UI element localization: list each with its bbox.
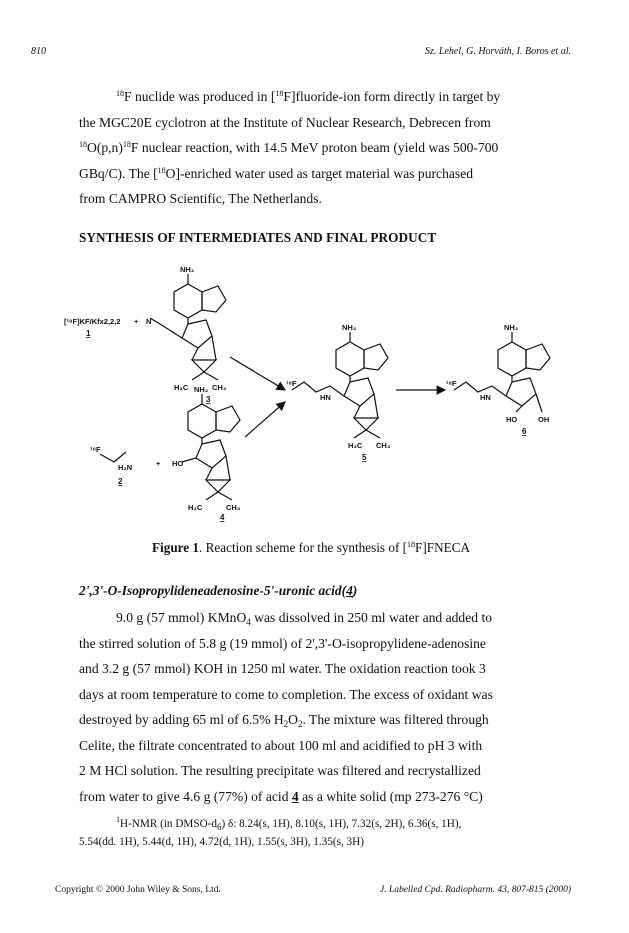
nh2-label-4: NH₂: [194, 385, 209, 394]
label-6: 6: [522, 427, 527, 436]
n-label: N: [146, 317, 152, 326]
nh2-label-6: NH₂: [504, 323, 519, 332]
plus-2: +: [156, 459, 161, 468]
figure-caption: Figure 1. Reaction scheme for the synthesis of [$^{18}$F]FNECA: [152, 540, 470, 555]
oh-label-6: OH: [538, 415, 550, 424]
reagent-1: [¹⁸F]KF/Kfx2,2,2: [64, 317, 121, 326]
label-1: 1: [86, 329, 91, 338]
subsection-title: 2',3'-O-Isopropylideneadenosine-5'-uronic acid(4): [79, 583, 358, 598]
arrow-4-to-5: [245, 402, 285, 437]
h2n-label-2: H₂N: [118, 463, 133, 472]
h3c-label-3: H₃C: [174, 383, 189, 392]
label-4: 4: [220, 513, 225, 522]
nmr-data: $^1$H-NMR (in DMSO-$d_6$) δ: 8.24(s, 1H), 8.10(s, 1H), 7.32(s, 2H), 6.36(s, 1H), 5.54(dd. 1H), 5.44(d, 1H), 4.72(d, 1H), 1.55(s, 3H), 1.35(s, 3H): [79, 815, 462, 848]
procedure-paragraph: 9.0 g (57 mmol) KMnO$_4$ was dissolved in 250 ml water and added to the stirred solution of 5.8 g (19 mmol) of 2',3'-O-isopropylidene-adenosine and 3.2 g (57 mmol) KOH in 1250 ml water. The oxidation reaction took 3 days at room temperature to come to completion. The excess of oxidant was destroyed by adding 65 ml of 6.5% $H_2O_2$. The mixture was filtered through Celite, the filtrate concentrated to about 100 ml and acidified to pH 3 with 2 M HCl solution. The resulting precipitate was filtered and recrystallized from water to give 4.6 g (77%) of acid 4 as a white solid (mp 273-276 °C): [79, 610, 493, 804]
journal-citation-footer: J. Labelled Cpd. Radiopharm. 43, 807-815 (2000): [379, 885, 571, 895]
arrow-3-to-5: [230, 357, 285, 390]
compound-5-structure: [292, 332, 388, 438]
nh2-label-3: NH₂: [180, 265, 195, 274]
ch3-label-5: CH₃: [376, 441, 391, 450]
reaction-scheme-figure: [60, 262, 580, 522]
nh2-label-5: NH₂: [342, 323, 357, 332]
hn-label-5: HN: [320, 393, 331, 402]
ho-label-6: HO: [506, 415, 518, 424]
h3c-label-4: H₃C: [188, 503, 203, 512]
copyright-footer: Copyright © 2000 John Wiley & Sons, Ltd.: [55, 885, 221, 895]
ho-label-4: HO: [172, 459, 184, 468]
section-heading: SYNTHESIS OF INTERMEDIATES AND FINAL PRODUCT: [79, 230, 437, 245]
label-3: 3: [206, 395, 211, 404]
ch3-label-3: CH₃: [212, 383, 227, 392]
compound-4-structure: [182, 394, 240, 500]
ch3-label-4: CH₃: [226, 503, 241, 512]
f18-label-6: ¹⁸F: [446, 379, 457, 388]
intro-paragraph: $^{18}$F nuclide was produced in [$^{18}$F]fluoride-ion form directly in target by the MGC20E cyclotron at the Institute of Nuclear Research, Debrecen from $^{18}O(p,n)^{18}F$ nuclear reaction, with 14.5 MeV proton beam (yield was 500-700 GBq/C). The [$^{18}$O]-enriched water used as target material was purchased from CAMPRO Scientific, The Netherlands.: [79, 89, 501, 206]
page-number: 810: [31, 46, 46, 57]
compound-3-structure: [150, 274, 226, 380]
plus-1: +: [134, 317, 139, 326]
compound-2-chain: [100, 452, 126, 462]
h3c-label-5: H₃C: [348, 441, 363, 450]
f18-label-2: ¹⁸F: [90, 445, 101, 454]
compound-6-structure: [454, 332, 550, 412]
label-5: 5: [362, 453, 367, 462]
running-header-authors: Sz. Lehel, G. Horváth, I. Boros et al.: [424, 46, 571, 57]
hn-label-6: HN: [480, 393, 491, 402]
label-2: 2: [118, 477, 123, 486]
f18-label-5: ¹⁸F: [286, 379, 297, 388]
